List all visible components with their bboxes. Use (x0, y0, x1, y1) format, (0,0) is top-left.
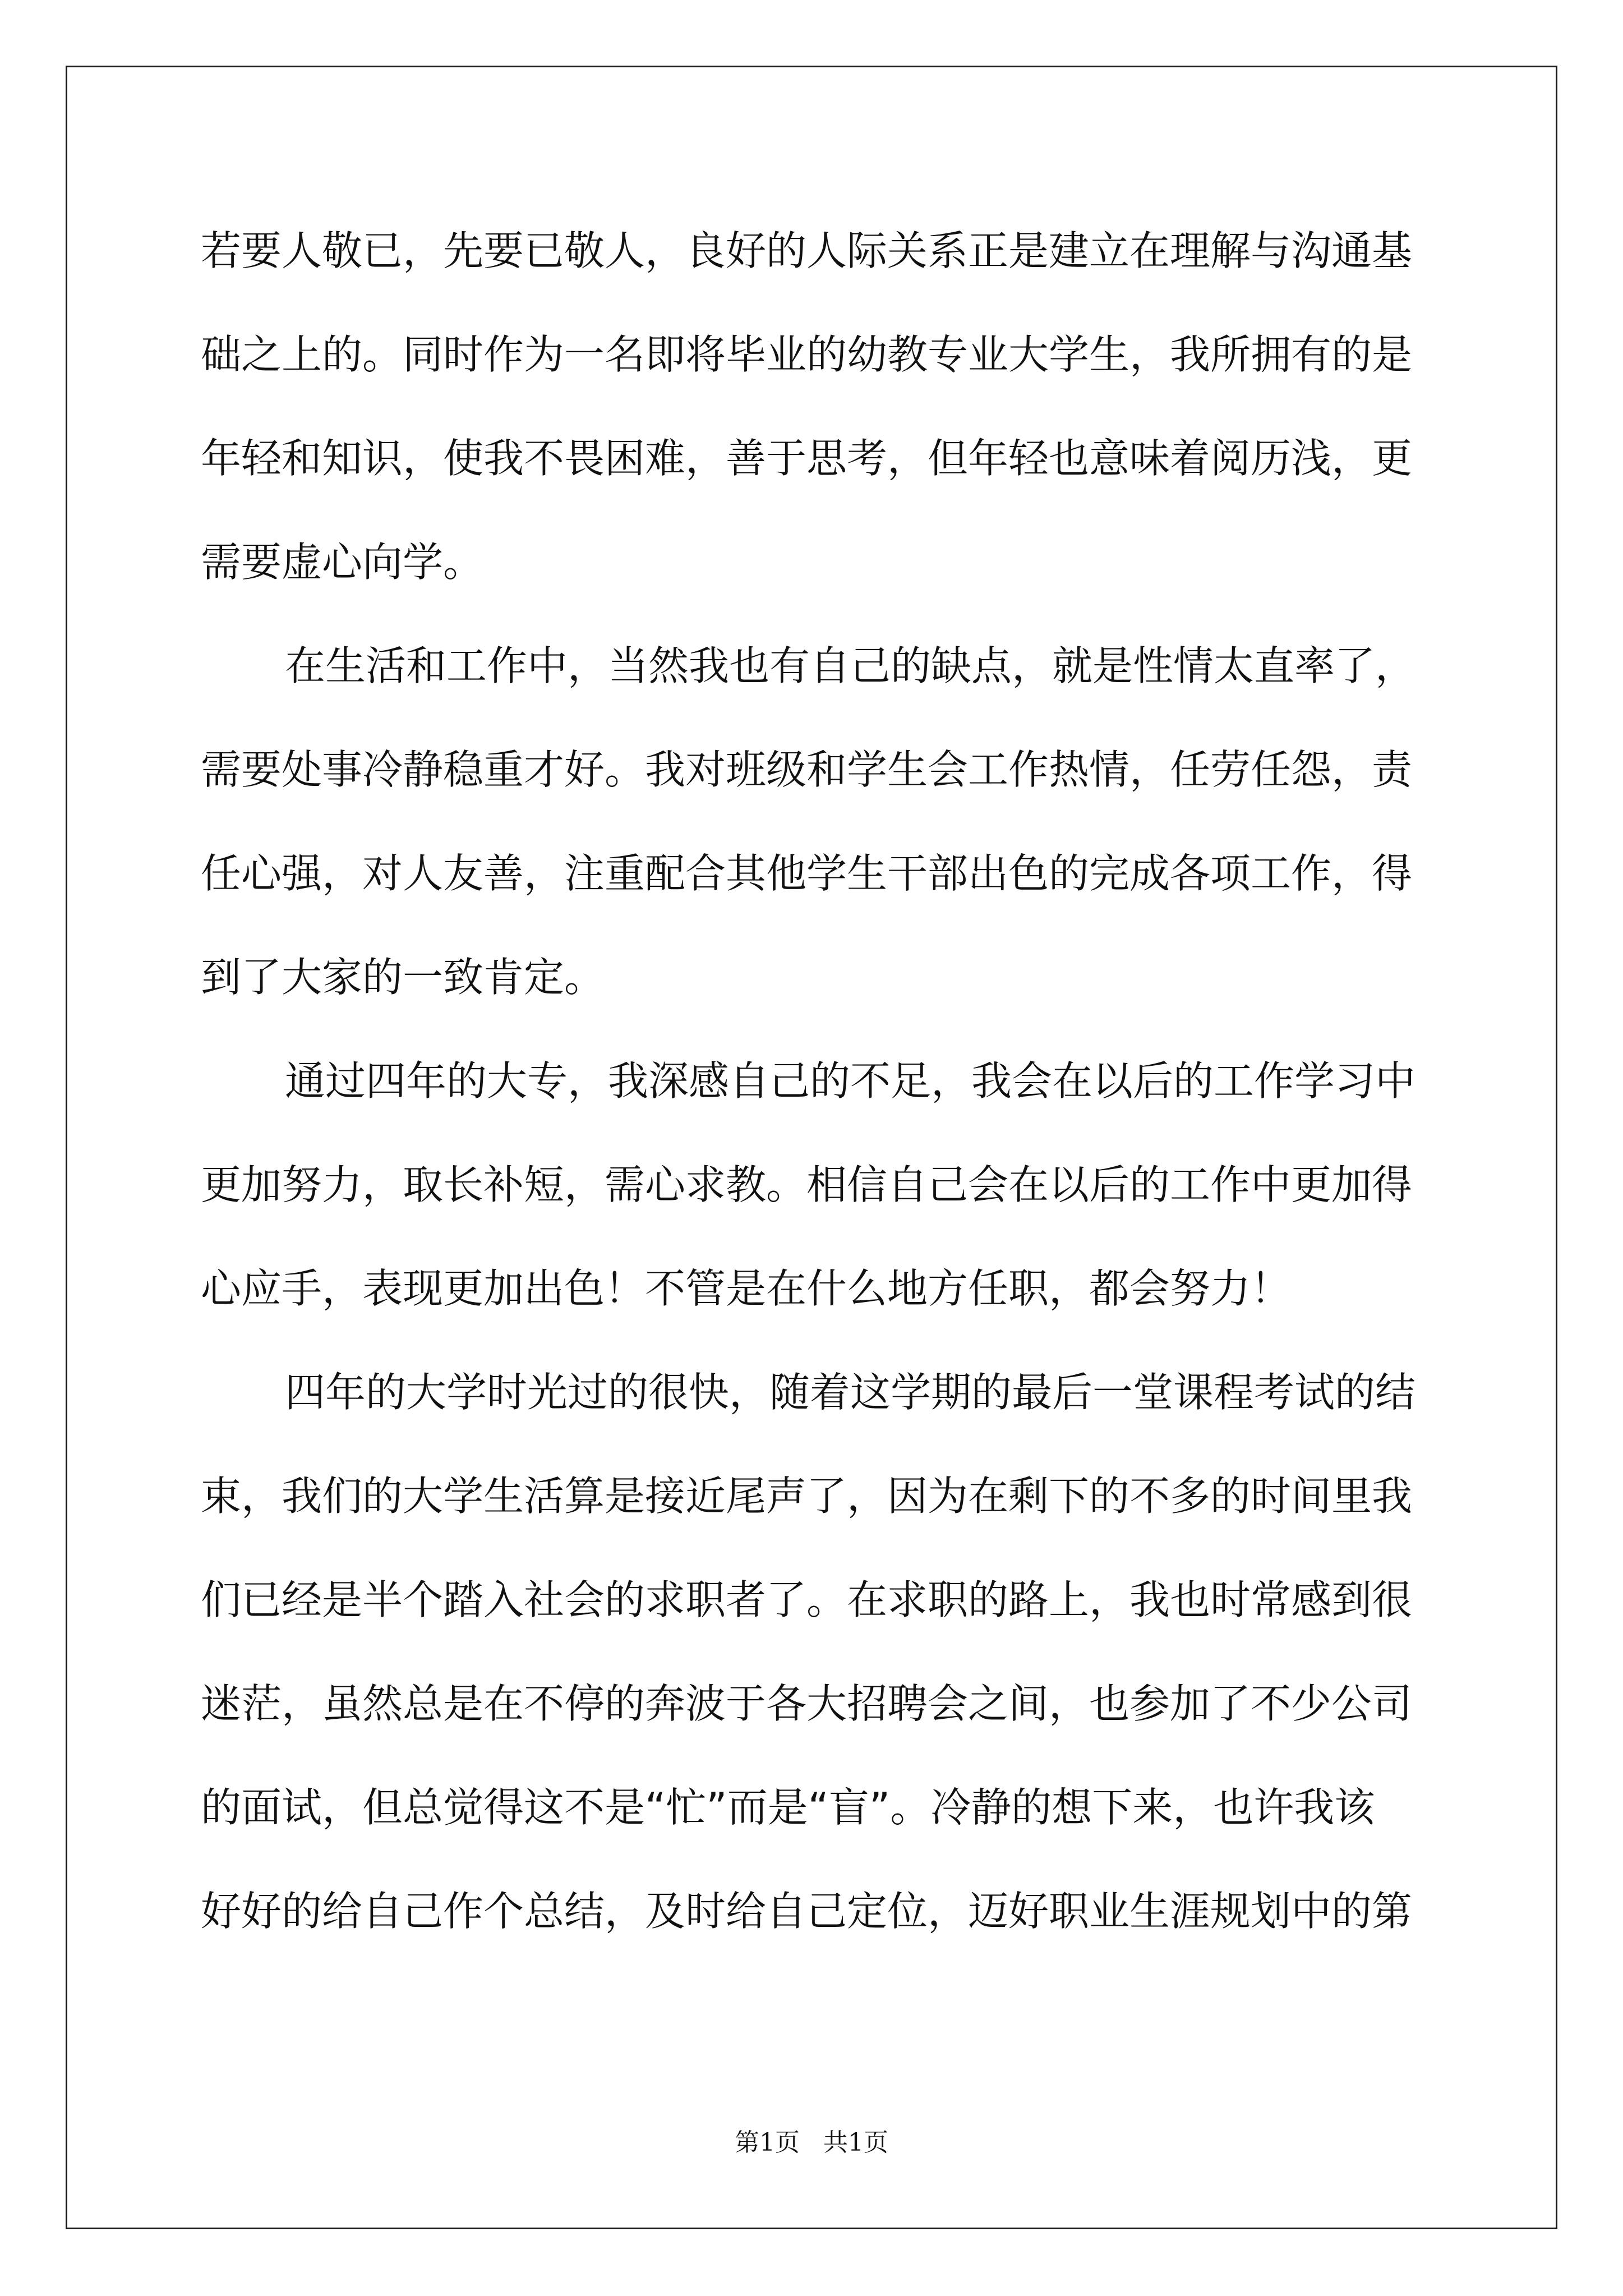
text-line: 需要虚心向学。 (201, 539, 484, 586)
text-line: 任心强，对人友善，注重配合其他学生干部出色的完成各项工作，得 (201, 850, 1413, 897)
text-line: 到了大家的一致肯定。 (201, 954, 605, 1001)
text-line: 更加努力，取长补短，需心求教。相信自己会在以后的工作中更加得 (201, 1161, 1413, 1208)
paragraph-first-line: 四年的大学时光过的很快，随着这学期的最后一堂课程考试的结 (285, 1369, 1416, 1416)
paragraph-first-line: 通过四年的大专，我深感自己的不足，我会在以后的工作学习中 (285, 1057, 1416, 1105)
text-line: 的面试，但总觉得这不是“忙”而是“盲”。冷静的想下来，也许我该 (201, 1784, 1375, 1831)
text-line: 础之上的。同时作为一名即将毕业的幼教专业大学生，我所拥有的是 (201, 331, 1413, 378)
text-line: 好好的给自己作个总结，及时给自己定位，迈好职业生涯规划中的第 (201, 1888, 1413, 1935)
text-line: 若要人敬已，先要已敬人，良好的人际关系正是建立在理解与沟通基 (201, 227, 1413, 274)
text-line: 年轻和知识，使我不畏困难，善于思考，但年轻也意味着阅历浅，更 (201, 435, 1413, 482)
text-line: 心应手，表现更加出色！不管是在什么地方任职，都会努力！ (201, 1265, 1292, 1312)
page-number-footer: 第1页 共1页 (735, 2128, 888, 2157)
text-line: 需要处事冷静稳重才好。我对班级和学生会工作热情，任劳任怨，责 (201, 746, 1413, 793)
text-line: 迷茫，虽然总是在不停的奔波于各大招聘会之间，也参加了不少公司 (201, 1680, 1413, 1727)
text-line: 们已经是半个踏入社会的求职者了。在求职的路上，我也时常感到很 (201, 1576, 1413, 1623)
paragraph-first-line: 在生活和工作中，当然我也有自己的缺点，就是性情太直率了， (285, 642, 1416, 689)
text-line: 束，我们的大学生活算是接近尾声了，因为在剩下的不多的时间里我 (201, 1473, 1413, 1520)
